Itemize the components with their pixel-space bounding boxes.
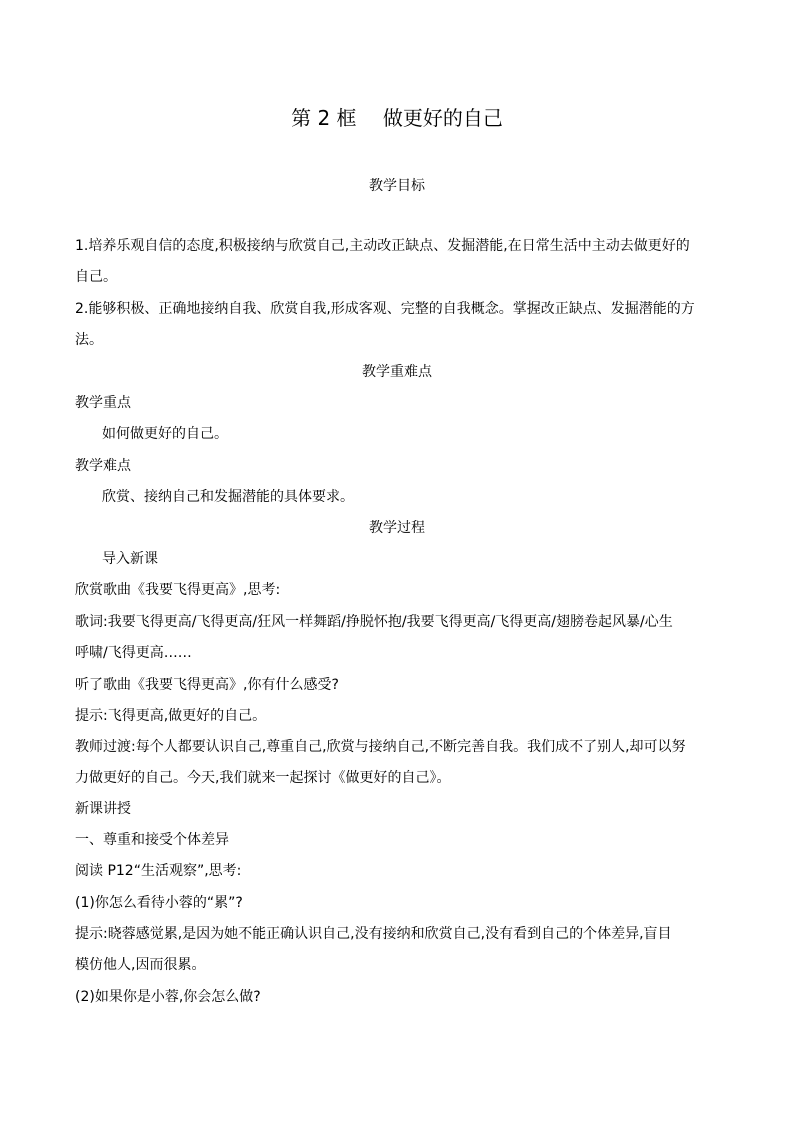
process-line: 教师过渡:每个人都要认识自己,尊重自己,欣赏与接纳自己,不断完善自我。我们成不了别人,却可以努 bbox=[75, 739, 686, 755]
process-line: 听了歌曲《我要飞得更高》,你有什么感受? bbox=[75, 677, 339, 693]
objectives-heading: 教学目标 bbox=[369, 178, 425, 194]
process-line: 阅读 P12“生活观察”,思考: bbox=[75, 863, 242, 879]
process-line: 呼啸/飞得更高…… bbox=[75, 645, 192, 661]
objective-line: 自己。 bbox=[75, 269, 117, 285]
process-line: 欣赏歌曲《我要飞得更高》,思考: bbox=[75, 582, 281, 598]
process-line: 提示:晓蓉感觉累,是因为她不能正确认识自己,没有接纳和欣赏自己,没有看到自己的个体差异,盲目 bbox=[75, 926, 672, 942]
process-line: 新课讲授 bbox=[75, 801, 131, 817]
process-line: 导入新课 bbox=[102, 551, 158, 567]
process-line: (2)如果你是小蓉,你会怎么做? bbox=[75, 989, 261, 1005]
process-line: 力做更好的自己。今天,我们就来一起探讨《做更好的自己》。 bbox=[75, 770, 451, 786]
key-difficult-heading: 教学重难点 bbox=[362, 364, 432, 380]
difficult-point-text: 欣赏、接纳自己和发掘潜能的具体要求。 bbox=[102, 489, 354, 505]
process-line: (1)你怎么看待小蓉的“累”? bbox=[75, 895, 243, 911]
objective-line: 法。 bbox=[75, 332, 103, 348]
objective-line: 1.培养乐观自信的态度,积极接纳与欣赏自己,主动改正缺点、发掘潜能,在日常生活中主动去做更好的 bbox=[75, 238, 690, 254]
objective-line: 2.能够积极、正确地接纳自我、欣赏自我,形成客观、完整的自我概念。掌握改正缺点、发掘潜能的方 bbox=[75, 301, 695, 317]
page-title: 第 2 框 做更好的自己 bbox=[291, 106, 503, 130]
process-heading: 教学过程 bbox=[369, 520, 425, 536]
process-line: 提示:飞得更高,做更好的自己。 bbox=[75, 708, 267, 724]
process-line: 歌词:我要飞得更高/飞得更高/狂风一样舞蹈/挣脱怀抱/我要飞得更高/飞得更高/翅膀卷起风暴/心生 bbox=[75, 614, 673, 630]
difficult-point-label: 教学难点 bbox=[75, 458, 131, 474]
process-line: 模仿他人,因而很累。 bbox=[75, 957, 206, 973]
key-point-text: 如何做更好的自己。 bbox=[102, 426, 228, 442]
key-point-label: 教学重点 bbox=[75, 395, 131, 411]
process-line: 一、尊重和接受个体差异 bbox=[75, 832, 229, 848]
